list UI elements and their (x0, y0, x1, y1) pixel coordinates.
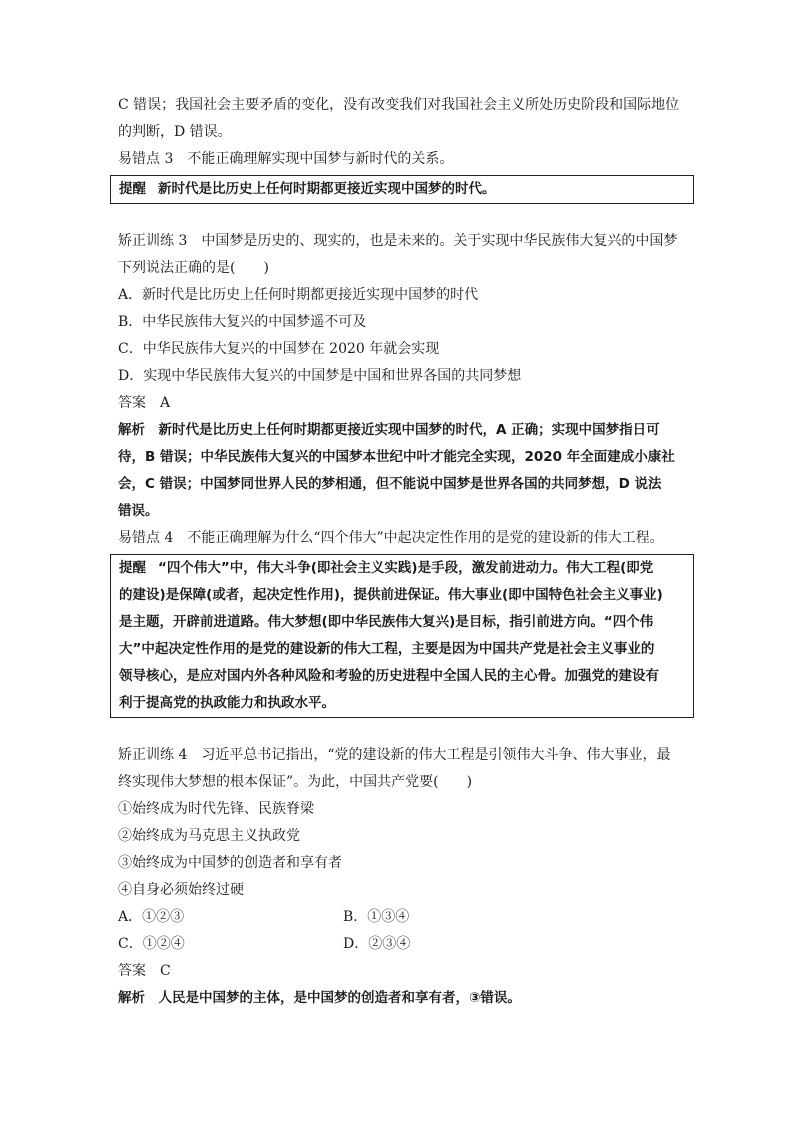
question4-option-d: D．②③④ (343, 936, 411, 952)
question3-stem-line2: 下列说法正确的是( ) (118, 260, 269, 276)
tip4-line6: 利于提高党的执政能力和执政水平。 (119, 695, 335, 711)
question3-option-b: B．中华民族伟大复兴的中国梦遥不可及 (118, 314, 367, 330)
question4-answer: 答案 C (118, 963, 171, 979)
question3-option-c: C．中华民族伟大复兴的中国梦在 2020 年就会实现 (118, 341, 440, 357)
tip4-line1: “四个伟大”中，伟大斗争(即社会主义实践)是手段，激发前进动力。伟大工程(即党 (158, 560, 654, 576)
question3-analysis-line2: 待，B 错误；中华民族伟大复兴的中国梦本世纪中叶才能完全实现，2020 年全面建成小康社 (118, 449, 675, 465)
question4-stem-line1: 矫正训练 4 习近平总书记指出，“党的建设新的伟大工程是引领伟大斗争、伟大事业，最 (118, 747, 671, 763)
question4-options-row1 (118, 904, 686, 931)
question4-option-b: B．①③④ (343, 909, 410, 925)
question4-option-c: C．①②④ (118, 936, 185, 952)
question3-analysis-line3: 会，C 错误；中国梦同世界人民的梦相通，但不能说中国梦是世界各国的共同梦想，D 说法 (118, 476, 662, 492)
question3-analysis-line1: 解析 新时代是比历史上任何时期都更接近实现中国梦的时代，A 正确；实现中国梦指日可 (118, 422, 660, 438)
para-c-line2: 的判断，D 错误。 (118, 124, 232, 140)
question4-item-2: ②始终成为马克思主义执政党 (118, 828, 300, 844)
para-c-line1: C 错误；我国社会主要矛盾的变化，没有改变我们对我国社会主义所处历史阶段和国际地位 (118, 97, 680, 113)
question4-options-row2 (118, 931, 686, 958)
question4-item-3: ③始终成为中国梦的创造者和享有者 (118, 855, 342, 871)
tip4-line3: 是主题，开辟前进道路。伟大梦想(即中华民族伟大复兴)是目标，指引前进方向。“四个伟 (119, 614, 654, 630)
question4-item-1: ①始终成为时代先锋、民族脊梁 (118, 801, 314, 817)
document-page (118, 92, 686, 1012)
tip4-line2: 的建设)是保障(或者，起决定性作用)，提供前进保证。伟大事业(即中国特色社会主义事业) (119, 587, 663, 603)
question4-item-4: ④自身必须始终过硬 (118, 882, 244, 898)
question3-option-a: A．新时代是比历史上任何时期都更接近实现中国梦的时代 (118, 287, 479, 303)
question3-analysis-line4: 错误。 (118, 503, 159, 519)
question4-stem-line2: 终实现伟大梦想的根本保证”。为此，中国共产党要( ) (118, 774, 473, 790)
tip4-line5: 领导核心，是应对国内外各种风险和考验的历史进程中全国人民的主心骨。加强党的建设有 (119, 668, 659, 684)
tip3-label: 提醒 (119, 181, 146, 197)
tip4-line4: 大”中起决定性作用的是党的建设新的伟大工程，主要是因为中国共产党是社会主义事业的 (119, 641, 655, 657)
question4-analysis: 解析 人民是中国梦的主体，是中国梦的创造者和享有者，③错误。 (118, 990, 521, 1006)
question3-stem-line1: 矫正训练 3 中国梦是历史的、现实的，也是未来的。关于实现中华民族伟大复兴的中国梦 (118, 233, 678, 249)
tip4-label: 提醒 (119, 560, 146, 576)
question3-answer: 答案 A (118, 395, 171, 411)
error-point-4: 易错点 4 不能正确理解为什么“四个伟大”中起决定性作用的是党的建设新的伟大工程。 (118, 530, 664, 546)
tip-box-4 (110, 554, 694, 718)
question4-option-a: A．①②③ (118, 909, 185, 925)
tip3-text: 新时代是比历史上任何时期都更接近实现中国梦的时代。 (158, 181, 496, 197)
question3-option-d: D．实现中华民族伟大复兴的中国梦是中国和世界各国的共同梦想 (118, 368, 522, 384)
tip-box-3 (110, 175, 694, 204)
error-point-3: 易错点 3 不能正确理解实现中国梦与新时代的关系。 (118, 151, 454, 167)
